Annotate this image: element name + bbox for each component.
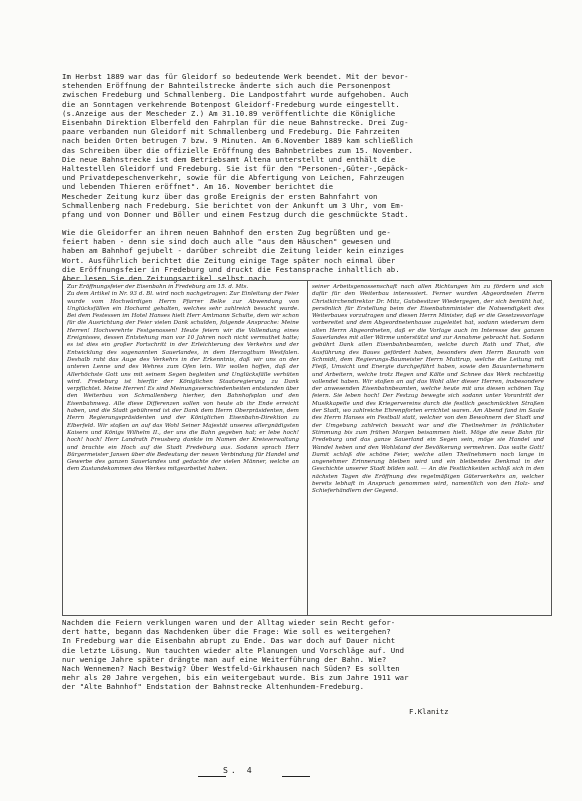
closing-paragraph: Nachdem die Feiern verklungen waren und der Alltag wieder sein Recht gefor- dert hatte, begann das Nachdenken über die Frage: Wie soll es weitergehen? In Fredeburg war die Eisenbahn abrupt zu Ende. Das war doch auf Dauer nicht die letzte Lösung. Nun tauchten wieder alte Planungen und Vorschläge auf. Und nur wenige Jahre später drängte man auf eine Weiterführung der Bahn. Wie? Nach Wennemen? Nach Bestwig? Über Westfeld-Girkhausen nach Süden? Es sollten mehr als 20 Jahre vergehen, bis ein weitergebaut wurde. Bis zum Jahre 1911 war der "Alte Bahnhof" Endstation der Bahnstrecke Altenhundem-Fredeburg. [62, 618, 409, 692]
column-divider [307, 281, 308, 615]
clipping-left-text: Zu dem Artikel in Nr. 93 d. Bl. wird noch nachgetragen: Zur Einleitung der Feier wurde vom Hochwürdigen Herrn Pfarrer Belke zur Abwendung von Unglücksfällen ein Hochamt gehalten, welches sehr zahlreich besucht wurde. Bei dem Festessen im Hotel Hanses hielt Herr Amtmann Schulte, dem wir schon für die Ausrichtung der Feier vielen Dank schulden, folgende Ansprache: Meine Herren! Hochverehrte Festgenossen! Heute feiern wir die Vollendung eines Ereignisses, dessen Entstehung man vor 10 Jahren noch nicht vermuthet hatte; es ist dies ein großer Fortschritt in der Erleichterung des Verkehrs und der Entwicklung des sogenannten Sauerlandes, in dem Herzogthum Westfalen. Deshalb ruht das Auge des Verkehrs in der Erkenntnis, daß wir uns an der unteren Lenne und des Wehres zum Ofen lein. Wir wollen hoffen, daß der Allerhöchste Gott uns mit seinem Segen begleiten und Unglücksfälle verhüten wird. Fredeburg ist hierfür der Königlichen Staatsregierung zu Dank verpflichtet. Meine Herren! Es sind Meinungsverschiedenheiten entstanden über den Weiterbau von Schmallenberg hierher, den Bahnhofsplan und den Eisenbahnweg. Alle diese Differenzen sollen von heute ab ihr Ende erreicht haben, und die Stadt gebührend ist der Dank dem Herrn Oberpräsidenten, dem Herrn Regierungspräsidenten und der Königlichen Eisenbahn-Direktion zu Elberfeld. Wir stoßen an auf das Wohl Seiner Majestät unseres allergnädigsten Kaisers und Königs Wilhelm II., der uns die Bahn gegeben hat; er lebe hoch! hoch! hoch! Herr Landrath Freusberg dankte im Namen der Kreisverwaltung und brachte ein Hoch auf die Stadt Fredeburg aus. Sodann sprach Herr Bürgermeister Jansen über die Bedeutung der neuen Verbindung für Handel und Gewerbe des ganzen Sauerlandes und gedachte der vielen Männer, welche an dem Zustandekommen des Werkes mitgearbeitet haben. [67, 291, 299, 473]
second-paragraph: Wie die Gleidorfer an ihrem neuen Bahnhof den ersten Zug begrüßten und ge- feiert haben - denn sie sind doch auch alle "aus dem Häuschen" gewesen und haben am Bahnhof gejubelt - darüber schreibt die Zeitung leider kein einziges Wort. Ausführlich berichtet die Zeitung einige Tage später noch einmal über die Eröffnungsfeier in Fredeburg und druckt die Festansprache inhaltlich ab. Aber lesen Sie den Zeitungsartikel selbst nach. [62, 228, 405, 284]
footer-rule-right [282, 776, 310, 777]
author-signature: F.Klanitz [409, 707, 449, 716]
page-number: S. 4 [223, 765, 255, 775]
clipping-headline: Zur Eröffnungsfeier der Eisenbahn in Fredeburg am 15. d. Mts. [67, 284, 249, 290]
intro-paragraph: Im Herbst 1889 war das für Gleidorf so bedeutende Werk beendet. Mit der bevor- stehenden Eröffnung der Bahnteilstrecke änderte sich auch die Personenpost zwischen Fredeburg und Schmallenberg. Die Landpostfahrt wurde aufgehoben. Auch die an Sonntagen verkehrende Botenpost Gleidorf-Fredeburg wurde eingestellt. (s.Anzeige aus der Mescheder Z.) Am 31.10.89 veröffentlichte die Königliche Eisenbahn Direktion Elberfeld den Fahrplan für die neue Bahnstrecke. Drei Zug- paare verbanden nun Gleidorf mit Schmallenberg und Fredeburg. Die Fahrzeiten nach beiden Orten betrugen 7 bzw. 9 Minuten. Am 6.November 1889 kam schließlich das Schreiben über die offizielle Eröffnung des Bahnbetriebes zum 15. November. Die neue Bahnstrecke ist dem Betriebsamt Altena unterstellt und enthält die Haltestellen Gleidorf und Fredeburg. Sie ist für den "Personen-,Güter-,Gepäck- und Privatdepeschenverkehr, sowie für die Abfertigung von Leichen, Fahrzeugen und lebenden Thieren eröffnet". Am 16. November berichtet die Mescheder Zeitung kurz über das große Ereignis der ersten Bahnfahrt von Schmallenberg nach Fredeburg. Sie berichtet von der Ankunft um 3 Uhr, vom Em- pfang und von Donner und Böller und einem Festzug durch die geschmückte Stadt. [62, 72, 414, 220]
footer-rule-left [198, 776, 226, 777]
newspaper-clipping [62, 280, 552, 616]
clipping-right-column [312, 284, 544, 614]
clipping-left-column [67, 284, 299, 614]
clipping-right-text: seiner Arbeitsgenossenschaft nach allen Richtungen hin zu fördern und sich dafür für den Weiterbau interessiert. Ferner wurden Abgeordneten Herrn Christkirchendirektor Dr. Mitz, Gutsbesitzer Wiedergegen, der sich bemüht hat, persönlich für Erstellung beim der Eisenbahnminister die Notwendigkeit des Weiterbaues vorzutragen und diesen Herrn Minister, daß er die Gesetzesvorlage vorbereitet und dem Abgeordnetenhause zugeleitet hat, sodann wiederum dem alten Herrn Abgeordneten, daß er die Vorlage auch im Interesse des ganzen Sauerlandes mit aller Wärme unterstützt und zur Annahme gebracht hat. Sodann gebührt Dank allen Eisenbahnbeamten, welche durch Rath und That, die Ausführung des Baues gefördert haben, besonders dem Herrn Baurath von Schmidt, dem Regierungs-Baumeister Herrn Muttrup, welche die Leitung mit Fleiß, Umsicht und Energie durchgeführt haben, sowie den Bauunternehmern und Arbeitern, welche trotz Regen und Kälte und Schnee das Werk rechtzeitig vollendet haben. Wir stoßen an auf das Wohl aller dieser Herren, insbesondere der anwesenden Eisenbahnbeamten, welche heute mit uns diesen schönen Tag feiern. Sie leben hoch! Der Festzug bewegte sich sodann unter Vorantritt der Musikkapelle und des Kriegervereins durch die festlich geschmückten Straßen der Stadt, wo zahlreiche Ehrenpforten errichtet waren. Am Abend fand im Saale des Herrn Hanses ein Festball statt, welcher von den Bewohnern der Stadt und der Umgebung zahlreich besucht war und die Theilnehmer in fröhlichster Stimmung bis zum frühen Morgen beisammen hielt. Möge die neue Bahn für Fredeburg und das ganze Sauerland ein Segen sein, möge sie Handel und Wandel heben und den Wohlstand der Bevölkerung vermehren. Das walte Gott! Damit schloß die schöne Feier, welche allen Theilnehmern noch lange in angenehmer Erinnerung bleiben wird und ein bleibendes Denkmal in der Geschichte unserer Stadt bilden soll. — An die Festlichkeiten schloß sich in den nächsten Tagen die Eröffnung des regelmäßigen Güterverkehrs an, welcher bereits lebhaft in Anspruch genommen wird, namentlich von den Holz- und Schieferhändlern der Gegend. [312, 284, 544, 495]
